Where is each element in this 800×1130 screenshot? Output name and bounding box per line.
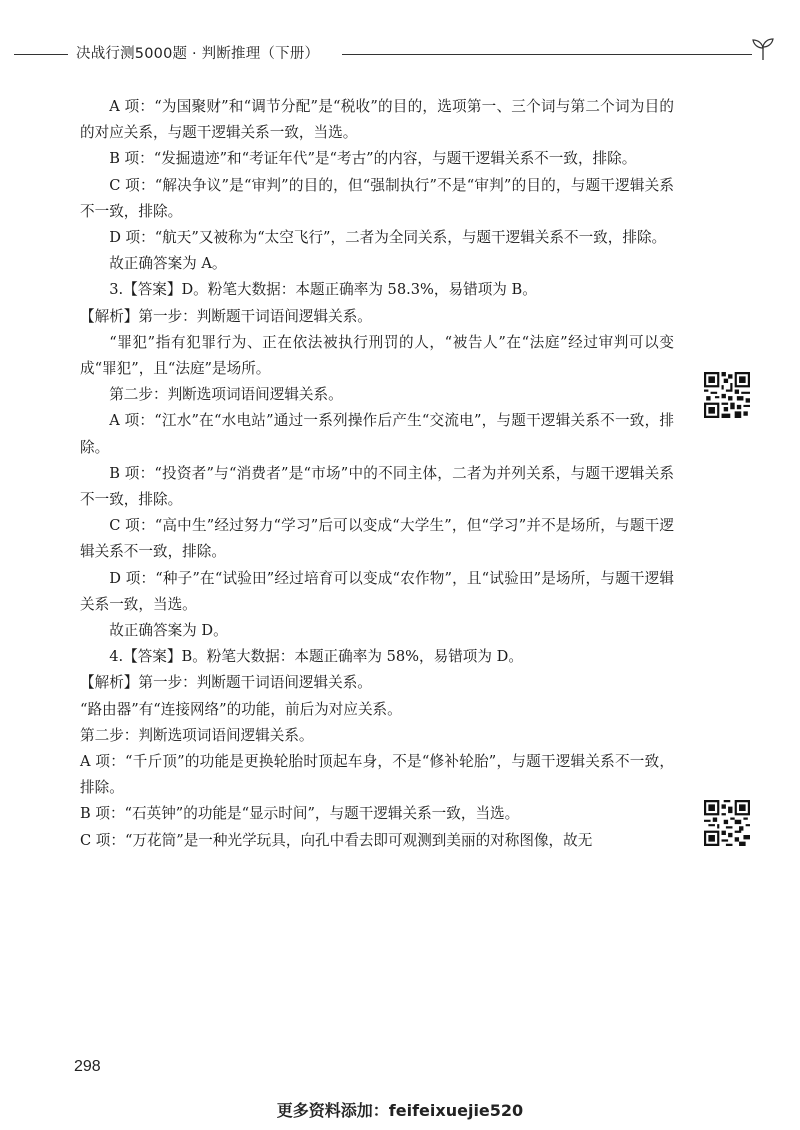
book-title: 决战行测5000题 · 判断推理（下册）	[76, 46, 320, 62]
paragraph-option-c: C 项：“高中生”经过努力“学习”后可以变成“大学生”，但“学习”并不是场所，与题干逻辑关系不一致，排除。	[80, 517, 674, 561]
paragraph-conclusion: 故正确答案为 A。	[109, 255, 227, 273]
paragraph-option-d: D 项：“航天”又被称为“太空飞行”，二者为全同关系，与题干逻辑关系不一致，排除。	[109, 229, 667, 247]
answer-heading-q4: 4.【答案】B。粉笔大数据：本题正确率为 58%，易错项为 D。	[109, 648, 523, 666]
paragraph-option-a: A 项：“江水”在“水电站”通过一系列操作后产生“交流电”，与题干逻辑关系不一致，排除。	[80, 412, 674, 456]
answer-heading-q3: 3.【答案】D。粉笔大数据：本题正确率为 58.3%，易错项为 B。	[109, 281, 537, 299]
paragraph-stem-relation: “路由器”有“连接网络”的功能，前后为对应关系。	[80, 700, 402, 718]
paragraph-stem-relation: “罪犯”指有犯罪行为、正在依法被执行刑罚的人，“被告人”在“法庭”经过审判可以变成“罪犯”，且“法庭”是场所。	[80, 333, 674, 378]
paragraph-option-d: D 项：“种子”在“试验田”经过培育可以变成“农作物”，且“试验田”是场所，与题干逻辑关系一致，当选。	[80, 569, 674, 613]
paragraph-option-c: C 项：“解决争议”是“审判”的目的，但“强制执行”不是“审判”的目的，与题干逻辑关系不一致，排除。	[80, 176, 674, 220]
paragraph-option-b: B 项：“石英钟”的功能是“显示时间”，与题干逻辑关系一致，当选。	[80, 805, 520, 823]
analysis-step-two: 第二步：判断选项词语间逻辑关系。	[80, 726, 314, 744]
qr-code-icon[interactable]	[704, 800, 750, 846]
paragraph-conclusion: 故正确答案为 D。	[109, 622, 228, 640]
paragraph-option-a: A 项：“千斤顶”的功能是更换轮胎时顶起车身，不是“修补轮胎”，与题干逻辑关系不一致，排除。	[80, 753, 674, 797]
page-header	[14, 34, 774, 74]
header-rule-left	[14, 54, 68, 55]
analysis-step-one: 【解析】第一步：判断题干词语间逻辑关系。	[80, 307, 372, 325]
page-number: 298	[74, 1058, 101, 1075]
sprout-icon	[750, 36, 776, 62]
analysis-step-one: 【解析】第一步：判断题干词语间逻辑关系。	[80, 674, 372, 692]
paragraph-option-b: B 项：“发掘遗迹”和“考证年代”是“考古”的内容，与题干逻辑关系不一致，排除。	[109, 150, 637, 168]
analysis-step-two: 第二步：判断选项词语间逻辑关系。	[109, 386, 343, 404]
paragraph-option-c: C 项：“万花筒”是一种光学玩具，向孔中看去即可观测到美丽的对称图像，故无	[80, 831, 593, 849]
answer-explanations	[80, 94, 674, 854]
header-rule-right	[342, 54, 752, 55]
paragraph-option-a: A 项：“为国聚财”和“调节分配”是“税收”的目的，选项第一、三个词与第二个词为目的的对应关系，与题干逻辑关系一致，当选。	[80, 98, 674, 142]
qr-code-icon[interactable]	[704, 372, 750, 418]
paragraph-option-b: B 项：“投资者”与“消费者”是“市场”中的不同主体，二者为并列关系，与题干逻辑关系不一致，排除。	[80, 464, 674, 509]
footer-note: 更多资料添加：feifeixuejie520	[276, 1101, 524, 1120]
